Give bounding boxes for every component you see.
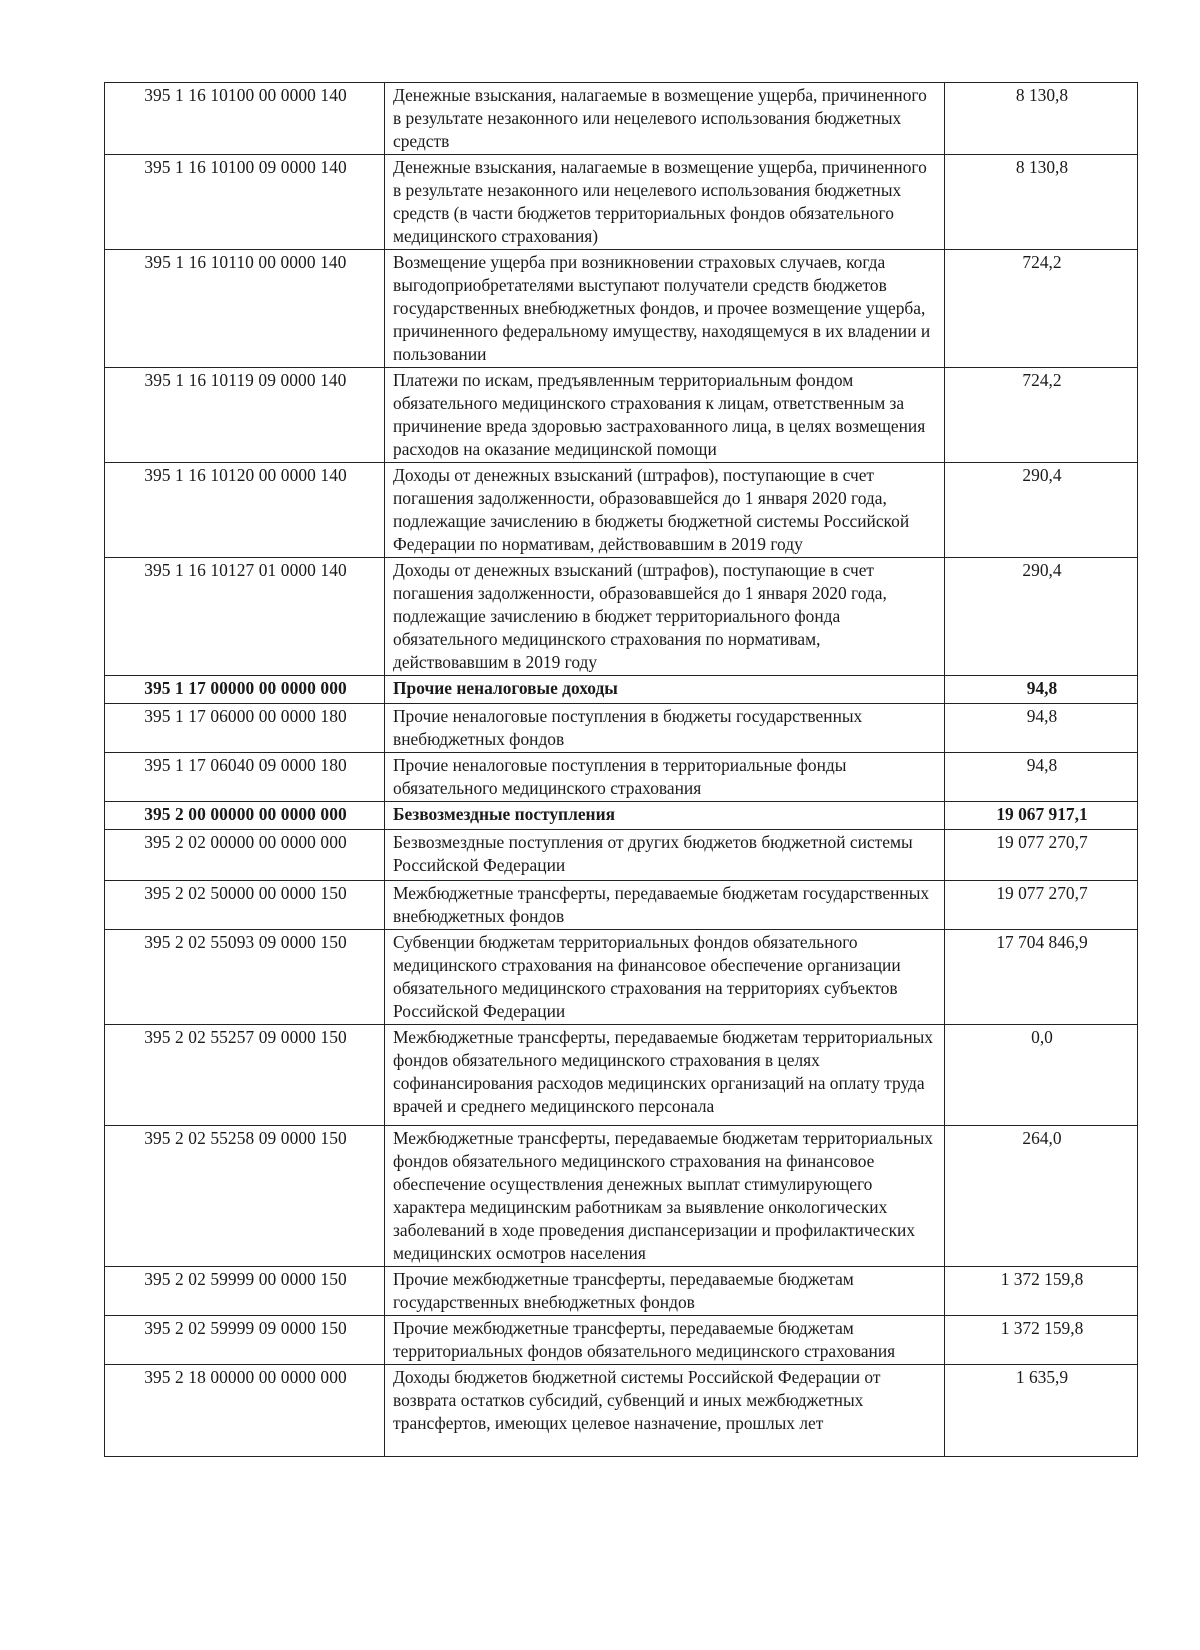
revenue-name-cell: Прочие межбюджетные трансферты, передаваемые бюджетам государственных внебюджетных фондов [385,1267,945,1316]
table-row [105,830,1138,881]
table-row [105,1267,1138,1316]
revenue-name-cell: Денежные взыскания, налагаемые в возмещение ущерба, причиненного в результате незаконного или нецелевого использования бюджетных средств [385,83,945,155]
budget-code-cell: 395 2 02 50000 00 0000 150 [105,881,385,930]
budget-revenue-table [104,82,1138,1457]
revenue-name-cell: Денежные взыскания, налагаемые в возмещение ущерба, причиненного в результате незаконного или нецелевого использования бюджетных средств (в части бюджетов территориальных фондов обязательного медицинского страхования) [385,155,945,250]
amount-cell: 724,2 [945,250,1138,368]
table-row [105,368,1138,463]
budget-table-body [105,83,1138,1457]
amount-cell: 1 372 159,8 [945,1316,1138,1365]
amount-cell: 19 077 270,7 [945,881,1138,930]
budget-code-cell: 395 2 02 55257 09 0000 150 [105,1025,385,1126]
amount-cell: 19 077 270,7 [945,830,1138,881]
table-row [105,558,1138,676]
budget-code-cell: 395 2 02 55093 09 0000 150 [105,930,385,1025]
amount-cell: 724,2 [945,368,1138,463]
table-row [105,1365,1138,1457]
revenue-name-cell: Доходы бюджетов бюджетной системы Российской Федерации от возврата остатков субсидий, субвенций и иных межбюджетных трансфертов, имеющих целевое назначение, прошлых лет [385,1365,945,1457]
revenue-name-cell: Возмещение ущерба при возникновении страховых случаев, когда выгодоприобретателями выступают получатели средств бюджетов государственных внебюджетных фондов, и прочее возмещение ущерба, причиненного федеральному имуществу, находящемуся в их владении и пользовании [385,250,945,368]
table-row [105,463,1138,558]
table-row [105,83,1138,155]
revenue-name-cell: Доходы от денежных взысканий (штрафов), поступающие в счет погашения задолженности, образовавшейся до 1 января 2020 года, подлежащие зачислению в бюджеты бюджетной системы Российской Федерации по нормативам, действовавшим в 2019 году [385,463,945,558]
amount-cell: 1 635,9 [945,1365,1138,1457]
revenue-name-cell: Межбюджетные трансферты, передаваемые бюджетам государственных внебюджетных фондов [385,881,945,930]
budget-code-cell: 395 1 16 10119 09 0000 140 [105,368,385,463]
amount-cell: 8 130,8 [945,83,1138,155]
revenue-name-cell: Субвенции бюджетам территориальных фондов обязательного медицинского страхования на финансовое обеспечение организации обязательного медицинского страхования на территориях субъектов Российской Федерации [385,930,945,1025]
table-row [105,753,1138,802]
table-row [105,881,1138,930]
table-row [105,676,1138,704]
budget-code-cell: 395 2 02 59999 00 0000 150 [105,1267,385,1316]
revenue-name-cell: Безвозмездные поступления [385,802,945,830]
table-row [105,802,1138,830]
amount-cell: 19 067 917,1 [945,802,1138,830]
budget-code-cell: 395 1 17 06040 09 0000 180 [105,753,385,802]
revenue-name-cell: Прочие неналоговые поступления в бюджеты государственных внебюджетных фондов [385,704,945,753]
amount-cell: 8 130,8 [945,155,1138,250]
budget-document-page [104,82,1138,1457]
budget-code-cell: 395 1 16 10100 00 0000 140 [105,83,385,155]
revenue-name-cell: Платежи по искам, предъявленным территориальным фондом обязательного медицинского страхования к лицам, ответственным за причинение вреда здоровью застрахованного лица, в целях возмещения расходов на оказание медицинской помощи [385,368,945,463]
revenue-name-cell: Прочие неналоговые поступления в территориальные фонды обязательного медицинского страхования [385,753,945,802]
amount-cell: 17 704 846,9 [945,930,1138,1025]
revenue-name-cell: Межбюджетные трансферты, передаваемые бюджетам территориальных фондов обязательного медицинского страхования в целях софинансирования расходов медицинских организаций на оплату труда врачей и среднего медицинского персонала [385,1025,945,1126]
table-row [105,1316,1138,1365]
table-row [105,930,1138,1025]
amount-cell: 94,8 [945,753,1138,802]
budget-code-cell: 395 1 16 10110 00 0000 140 [105,250,385,368]
budget-code-cell: 395 2 18 00000 00 0000 000 [105,1365,385,1457]
budget-code-cell: 395 2 02 59999 09 0000 150 [105,1316,385,1365]
revenue-name-cell: Доходы от денежных взысканий (штрафов), поступающие в счет погашения задолженности, образовавшейся до 1 января 2020 года, подлежащие зачислению в бюджет территориального фонда обязательного медицинского страхования по нормативам, действовавшим в 2019 году [385,558,945,676]
budget-code-cell: 395 2 02 00000 00 0000 000 [105,830,385,881]
table-row [105,155,1138,250]
table-row [105,1126,1138,1267]
budget-code-cell: 395 1 16 10120 00 0000 140 [105,463,385,558]
budget-code-cell: 395 1 16 10100 09 0000 140 [105,155,385,250]
revenue-name-cell: Прочие межбюджетные трансферты, передаваемые бюджетам территориальных фондов обязательного медицинского страхования [385,1316,945,1365]
amount-cell: 94,8 [945,676,1138,704]
table-row [105,1025,1138,1126]
budget-code-cell: 395 1 16 10127 01 0000 140 [105,558,385,676]
revenue-name-cell: Безвозмездные поступления от других бюджетов бюджетной системы Российской Федерации [385,830,945,881]
amount-cell: 94,8 [945,704,1138,753]
revenue-name-cell: Прочие неналоговые доходы [385,676,945,704]
budget-code-cell: 395 1 17 06000 00 0000 180 [105,704,385,753]
amount-cell: 0,0 [945,1025,1138,1126]
amount-cell: 290,4 [945,463,1138,558]
budget-code-cell: 395 2 00 00000 00 0000 000 [105,802,385,830]
revenue-name-cell: Межбюджетные трансферты, передаваемые бюджетам территориальных фондов обязательного медицинского страхования на финансовое обеспечение осуществления денежных выплат стимулирующего характера медицинским работникам за выявление онкологических заболеваний в ходе проведения диспансеризации и профилактических медицинских осмотров населения [385,1126,945,1267]
budget-code-cell: 395 2 02 55258 09 0000 150 [105,1126,385,1267]
amount-cell: 290,4 [945,558,1138,676]
table-row [105,704,1138,753]
amount-cell: 1 372 159,8 [945,1267,1138,1316]
table-row [105,250,1138,368]
budget-code-cell: 395 1 17 00000 00 0000 000 [105,676,385,704]
amount-cell: 264,0 [945,1126,1138,1267]
